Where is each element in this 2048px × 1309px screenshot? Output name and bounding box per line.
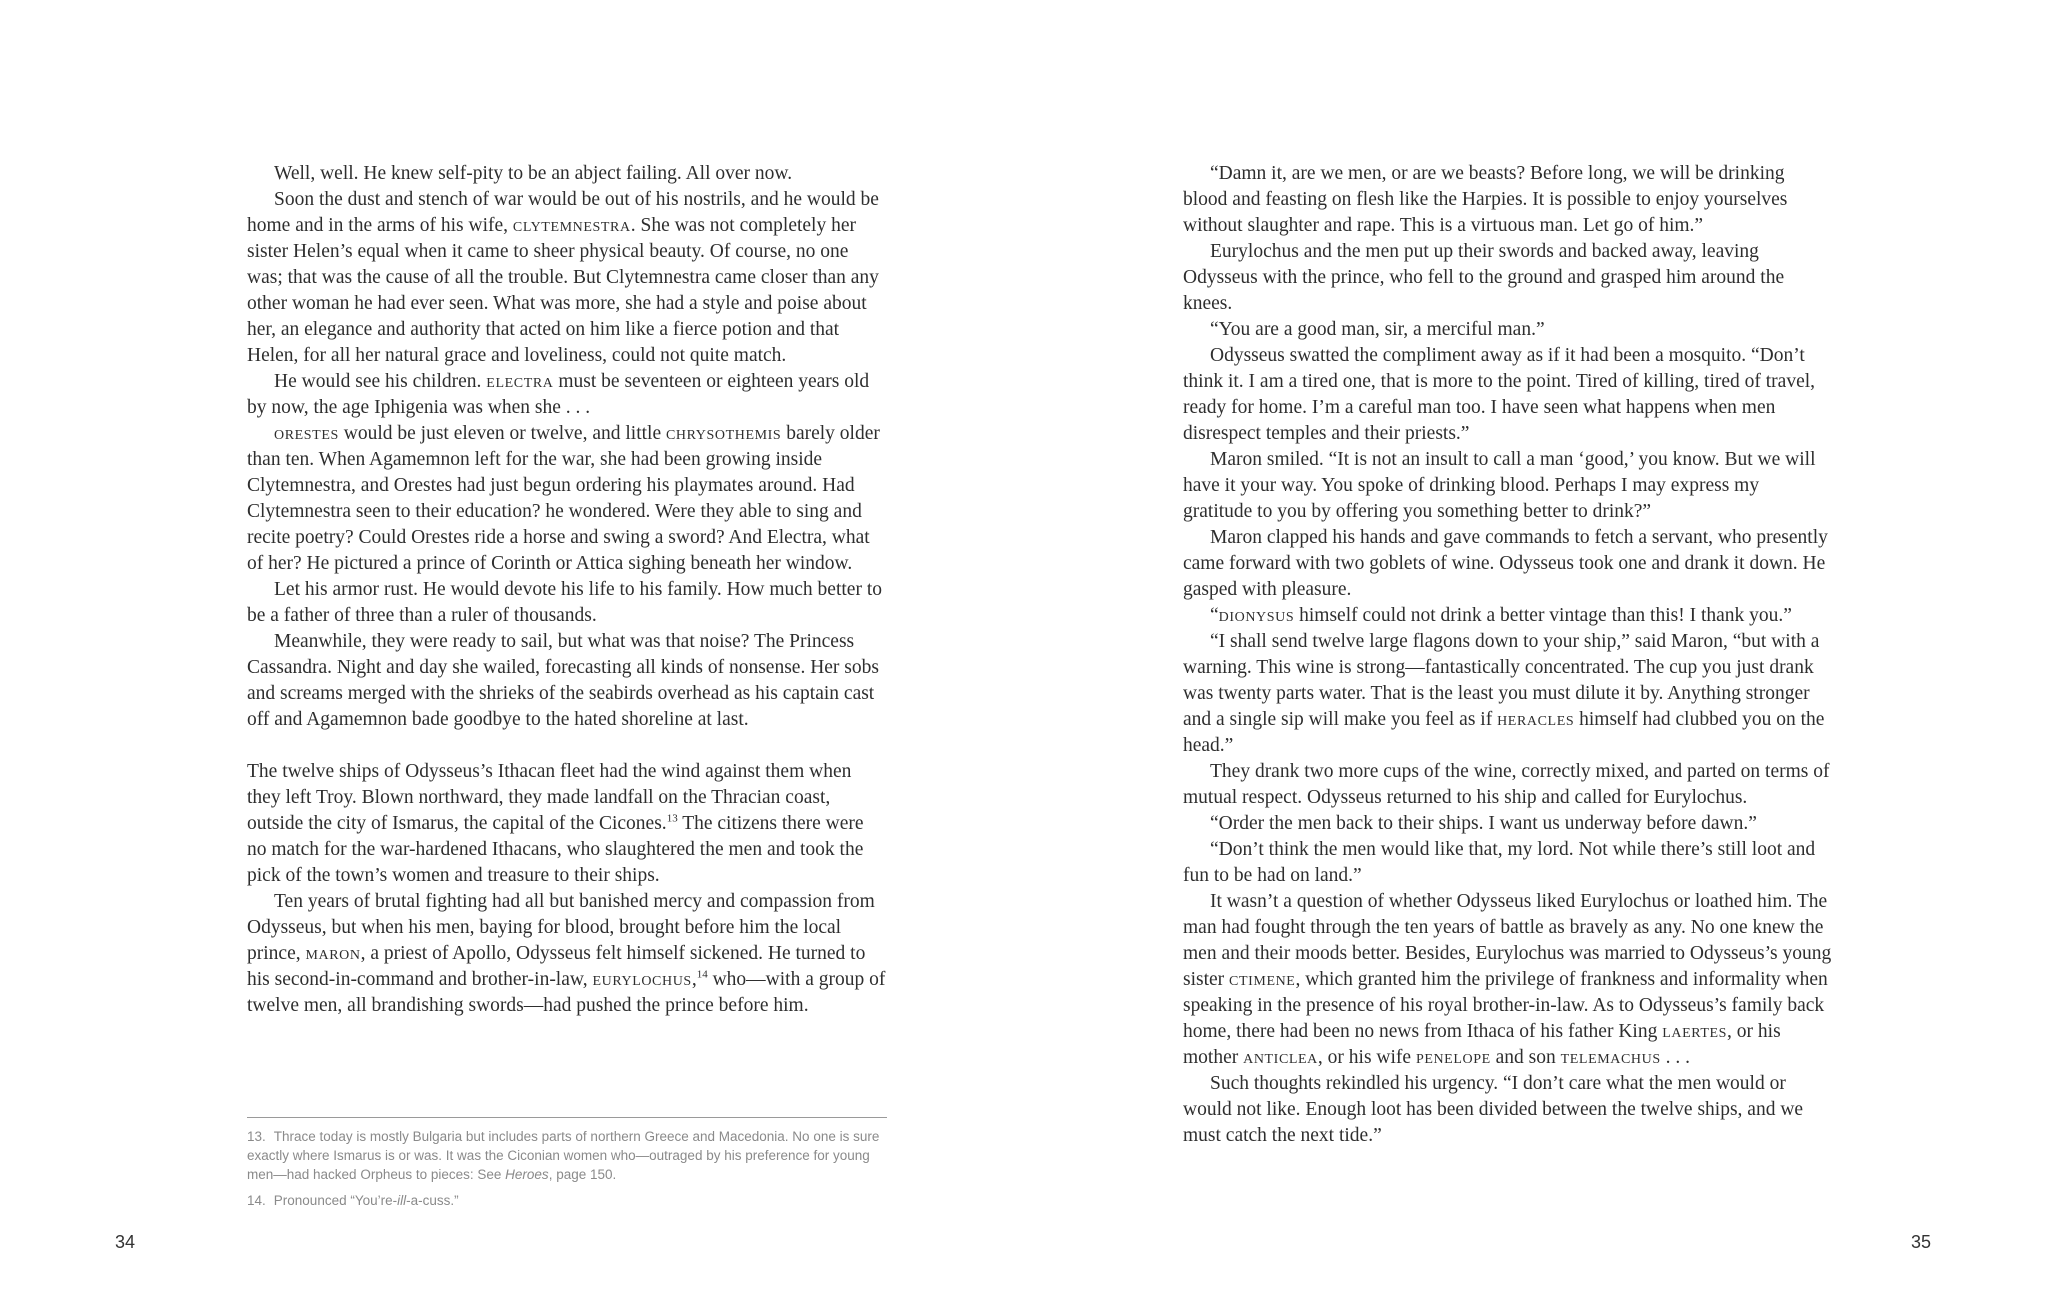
footnote-number: 14.	[247, 1193, 266, 1208]
footnote-reference[interactable]: 14	[696, 968, 708, 981]
paragraph: It wasn’t a question of whether Odysseus liked Eurylochus or loathed him. The man had fought through the ten years of battle as bravely as any. No one knew the men and their moods better. Besides, Eurylochus was married to Odysseus’s young sister ctimene, which granted him the privilege of frankness and informality when speaking in the presence of his royal brother-in-law. As to Odysseus’s family back home, there had been no news from Ithaca of his father King laertes, or his mother anticlea, or his wife penelope and son telemachus . . .	[1183, 891, 1832, 1068]
paragraph: He would see his children. electra must be seventeen or eighteen years old by now, the age Iphigenia was when she . . .	[247, 371, 870, 418]
footnote-divider	[247, 1117, 887, 1118]
paragraph: “You are a good man, sir, a merciful man.”	[1210, 319, 1545, 340]
footnote: 13. Thrace today is mostly Bulgaria but includes parts of northern Greece and Macedonia. No one is sure exactly where Ismarus is or was. It was the Ciconian women who—outraged by his preference for young men—had hacked Orpheus to pieces: See Heroes, page 150.	[247, 1129, 880, 1182]
footnote-reference[interactable]: 13	[666, 812, 678, 825]
character-name: electra	[486, 371, 554, 392]
paragraph: Maron clapped his hands and gave commands to fetch a servant, who presently came forward with two goblets of wine. Odysseus took one and drank it down. He gasped with pleasure.	[1183, 527, 1828, 600]
paragraph: Such thoughts rekindled his urgency. “I don’t care what the men would or would not like. Enough loot has been divided between the twelve ships, and we must catch the next tide.”	[1183, 1073, 1804, 1146]
paragraph: “Don’t think the men would like that, my lord. Not while there’s still loot and fun to be had on land.”	[1183, 839, 1816, 886]
character-name: anticlea	[1243, 1047, 1318, 1068]
page-number: 34	[115, 1232, 136, 1252]
footnote: 14. Pronounced “You’re-ill-a-cuss.”	[247, 1193, 459, 1208]
character-name: orestes	[274, 423, 339, 444]
paragraph: Eurylochus and the men put up their swords and backed away, leaving Odysseus with the prince, who fell to the ground and grasped him around the knees.	[1183, 241, 1785, 314]
left-body-text	[247, 161, 887, 1019]
footnote-number: 13.	[247, 1129, 266, 1144]
paragraph: “dionysus himself could not drink a better vintage than this! I thank you.”	[1210, 605, 1792, 626]
paragraph: Ten years of brutal fighting had all but banished mercy and compassion from Odysseus, but when his men, baying for blood, brought before him the local prince, maron, a priest of Apollo, Odysseus felt himself sickened. He turned to his second-in-command and brother-in-law, eurylochus,$^{14}$ who—with a group of twelve men, all brandishing swords—had pushed the prince before him.	[247, 891, 886, 1016]
character-name: clytemnestra	[512, 215, 631, 236]
character-name: eurylochus	[592, 969, 692, 990]
section-first-paragraph: The twelve ships of Odysseus’s Ithacan fleet had the wind against them when they left Troy. Blown northward, they made landfall on the Thracian coast, outside the city of Ismarus, the capital of the Cicones.$^{13}$ The citizens there were no match for the war-hardened Ithacans, who slaughtered the men and took the pick of the town’s women and treasure to their ships.	[247, 761, 864, 886]
paragraph: Let his armor rust. He would devote his life to his family. How much better to be a father of three than a ruler of thousands.	[247, 579, 882, 626]
character-name: telemachus	[1560, 1047, 1661, 1068]
paragraph: Maron smiled. “It is not an insult to call a man ‘good,’ you know. But we will have it your way. You spoke of drinking blood. Perhaps I may express my gratitude to you by offering you something better to drink?”	[1183, 449, 1816, 522]
footnotes	[247, 1127, 887, 1217]
character-name: dionysus	[1218, 605, 1295, 626]
character-name: maron	[305, 943, 361, 964]
paragraph: “I shall send twelve large flagons down to your ship,” said Maron, “but with a warning. This wine is strong—fantastically concentrated. The cup you just drank was twenty parts water. That is the least you must dilute it by. Anything stronger and a single sip will make you feel as if heracles himself had clubbed you on the head.”	[1183, 631, 1825, 756]
right-body-text	[1183, 161, 1833, 1149]
character-name: heracles	[1497, 709, 1575, 730]
paragraph: orestes would be just eleven or twelve, and little chrysothemis barely older than ten. When Agamemnon left for the war, she had been growing inside Clytemnestra, and Orestes had just begun ordering his playmates around. Had Clytemnestra seen to their education? he wondered. Were they able to sing and recite poetry? Could Orestes ride a horse and swing a sword? And Electra, what of her? He pictured a prince of Corinth or Attica sighing beneath her window.	[247, 423, 880, 574]
character-name: penelope	[1415, 1047, 1491, 1068]
paragraph: They drank two more cups of the wine, correctly mixed, and parted on terms of mutual respect. Odysseus returned to his ship and called for Eurylochus.	[1183, 761, 1830, 808]
page-number: 35	[1911, 1232, 1932, 1252]
paragraph: “Damn it, are we men, or are we beasts? Before long, we will be drinking blood and feasting on flesh like the Harpies. It is possible to enjoy yourselves without slaughter and rape. This is a virtuous man. Let go of him.”	[1183, 163, 1788, 236]
right-page	[1024, 0, 2048, 1309]
paragraph: Odysseus swatted the compliment away as if it had been a mosquito. “Don’t think it. I am a tired one, that is more to the point. Tired of killing, tired of travel, ready for home. I’m a careful man too. I have seen what happens when men disrespect temples and their priests.”	[1183, 345, 1816, 444]
paragraph: Meanwhile, they were ready to sail, but what was that noise? The Princess Cassandra. Night and day she wailed, forecasting all kinds of nonsense. Her sobs and screams merged with the shrieks of the seabirds overhead as his captain cast off and Agamemnon bade goodbye to the hated shoreline at last.	[247, 631, 879, 730]
character-name: chrysothemis	[665, 423, 782, 444]
paragraph: Well, well. He knew self-pity to be an abject failing. All over now.	[274, 163, 793, 184]
character-name: laertes	[1662, 1021, 1728, 1042]
paragraph: Soon the dust and stench of war would be out of his nostrils, and he would be home and in the arms of his wife, clytemnestra. She was not completely her sister Helen’s equal when it came to sheer physical beauty. Of course, no one was; that was the cause of all the trouble. But Clytemnestra came closer than any other woman he had ever seen. What was more, she had a style and poise about her, an elegance and authority that acted on him like a fierce potion and that Helen, for all her natural grace and loveliness, could not quite match.	[247, 189, 879, 366]
paragraph: “Order the men back to their ships. I want us underway before dawn.”	[1210, 813, 1757, 834]
character-name: ctimene	[1229, 969, 1296, 990]
